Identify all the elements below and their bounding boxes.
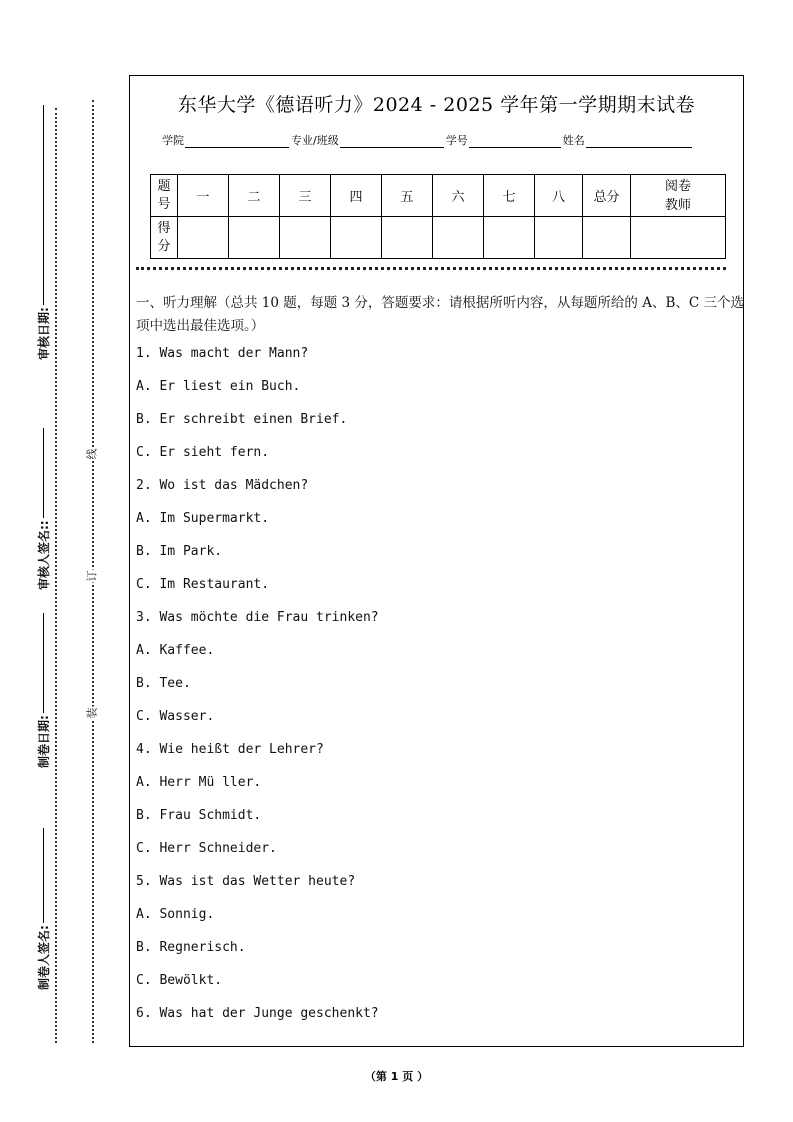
col-header-total: 总分 <box>583 175 631 217</box>
option-line: A. Sonnig. <box>136 907 215 922</box>
bind-char-zhuang: 装 <box>85 707 99 719</box>
option-line: C. Im Restaurant. <box>136 577 270 592</box>
maker-date-line[interactable] <box>43 613 44 713</box>
dotted-separator <box>136 267 726 270</box>
score-cell-8[interactable] <box>535 217 583 259</box>
maker-sign-field <box>35 828 52 990</box>
score-cell-4[interactable] <box>331 217 382 259</box>
option-line: C. Er sieht fern. <box>136 445 270 460</box>
question-line: 6. Was hat der Junge geschenkt? <box>136 1006 379 1021</box>
col-header-6: 六 <box>433 175 484 217</box>
student-info-row <box>162 132 694 148</box>
score-label: 得 分 <box>151 217 178 259</box>
major-class-label: 专业/班级 <box>291 134 339 147</box>
page-number: （第 1 页 ） <box>364 1070 429 1083</box>
audit-date-label: 审核日期: <box>37 307 51 360</box>
question-list <box>136 345 744 1038</box>
option-line: C. Herr Schneider. <box>136 841 277 856</box>
option-line: B. Tee. <box>136 676 191 691</box>
option-line: B. Im Park. <box>136 544 223 559</box>
col-header-2: 二 <box>229 175 280 217</box>
col-header-3: 三 <box>280 175 331 217</box>
score-cell-total[interactable] <box>583 217 631 259</box>
option-line: C. Bewölkt. <box>136 973 223 988</box>
student-id-label: 学号 <box>445 134 468 147</box>
auditor-sign-line[interactable] <box>43 428 44 518</box>
question-number-label: 题 号 <box>151 175 178 217</box>
bind-char-ding: 订 <box>85 570 99 582</box>
exam-frame <box>129 75 744 1047</box>
major-class-field[interactable] <box>340 135 444 148</box>
margin-dotted-line-outer <box>55 108 57 1043</box>
col-header-5: 五 <box>382 175 433 217</box>
grader-label: 阅卷 教师 <box>631 175 726 217</box>
maker-date-label: 制卷日期: <box>37 715 51 768</box>
student-id-field[interactable] <box>469 135 561 148</box>
name-field[interactable] <box>586 135 692 148</box>
option-line: A. Kaffee. <box>136 643 215 658</box>
grader-cell[interactable] <box>631 217 726 259</box>
col-header-8: 八 <box>535 175 583 217</box>
score-cell-5[interactable] <box>382 217 433 259</box>
question-line: 1. Was macht der Mann? <box>136 346 309 361</box>
score-table-header-row <box>151 175 726 217</box>
exam-title: 东华大学《德语听力》2024 - 2025 学年第一学期期末试卷 <box>177 94 696 116</box>
score-table <box>150 174 726 259</box>
option-line: C. Wasser. <box>136 709 215 724</box>
question-line: 2. Wo ist das Mädchen? <box>136 478 309 493</box>
maker-date-field <box>35 613 52 768</box>
section-title: 一、听力理解（总共 10 题，每题 3 分，答题要求：请根据所听内容，从每题所给的 A、B、C 三个选项中选出最佳选项。） <box>136 295 745 334</box>
option-line: B. Frau Schmidt. <box>136 808 262 823</box>
col-header-4: 四 <box>331 175 382 217</box>
audit-date-line[interactable] <box>43 105 44 305</box>
col-header-1: 一 <box>178 175 229 217</box>
question-line: 5. Was ist das Wetter heute? <box>136 874 356 889</box>
audit-date-field <box>35 105 52 360</box>
score-cell-7[interactable] <box>484 217 535 259</box>
option-line: A. Herr Mü ller. <box>136 775 262 790</box>
college-field[interactable] <box>185 135 289 148</box>
college-label: 学院 <box>162 134 184 147</box>
col-header-7: 七 <box>484 175 535 217</box>
question-line: 4. Wie heißt der Lehrer? <box>136 742 324 757</box>
bind-char-xian: 线 <box>85 448 99 460</box>
section-listening <box>136 292 744 1038</box>
option-line: B. Regnerisch. <box>136 940 246 955</box>
question-line: 3. Was möchte die Frau trinken? <box>136 610 379 625</box>
score-cell-3[interactable] <box>280 217 331 259</box>
score-table-score-row <box>151 217 726 259</box>
maker-sign-line[interactable] <box>43 828 44 923</box>
option-line: A. Im Supermarkt. <box>136 511 270 526</box>
option-line: B. Er schreibt einen Brief. <box>136 412 348 427</box>
auditor-sign-label: 审核人签名:: <box>37 520 51 590</box>
score-cell-2[interactable] <box>229 217 280 259</box>
auditor-sign-field <box>35 428 52 590</box>
name-label: 姓名 <box>562 134 585 147</box>
option-line: A. Er liest ein Buch. <box>136 379 301 394</box>
score-cell-6[interactable] <box>433 217 484 259</box>
score-cell-1[interactable] <box>178 217 229 259</box>
maker-sign-label: 制卷人签名: <box>37 925 51 990</box>
